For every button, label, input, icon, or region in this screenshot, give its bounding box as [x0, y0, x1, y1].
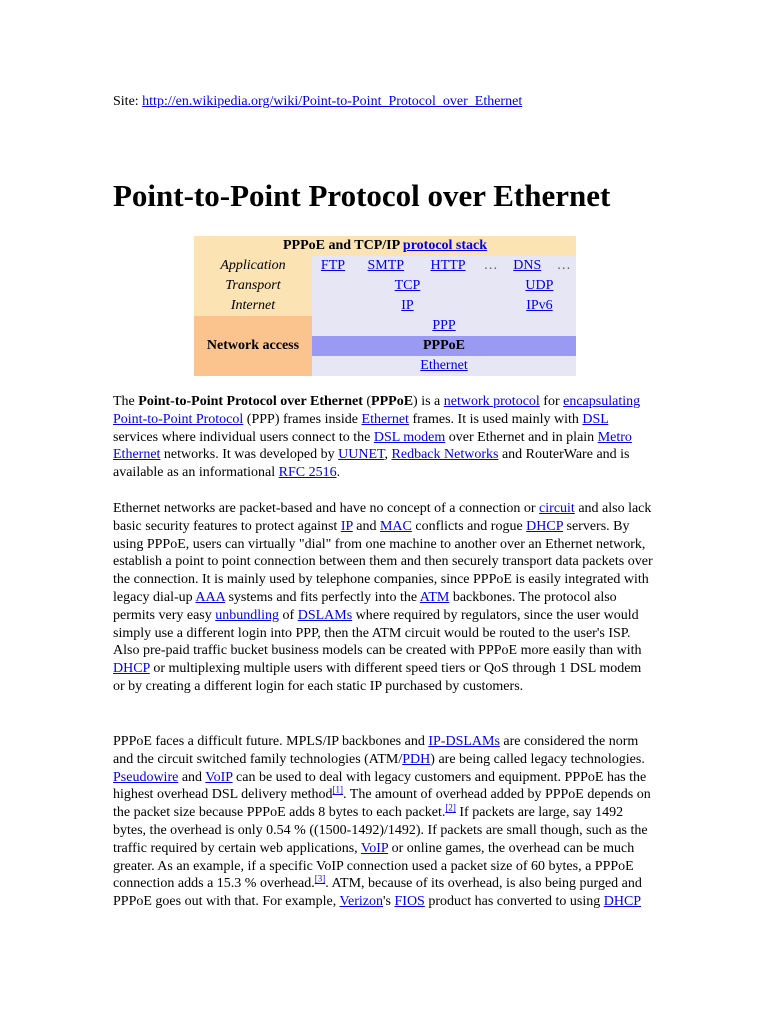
text: and also lack basic security features to protect against: [113, 501, 652, 534]
dns-link[interactable]: DNS: [513, 258, 542, 273]
term-bold: Point-to-Point Protocol over Ethernet: [138, 394, 363, 409]
ppp-link[interactable]: PPP: [432, 318, 456, 333]
text: services where individual users connect to the: [113, 429, 374, 445]
ip-link[interactable]: IP: [401, 298, 414, 313]
cell-smtp: [354, 256, 418, 276]
ethernet-article-link[interactable]: Ethernet: [361, 411, 409, 427]
text: product has converted to using: [424, 894, 604, 910]
cell-http: [418, 256, 479, 276]
cell-ethernet: [312, 356, 576, 376]
smtp-link[interactable]: SMTP: [367, 258, 405, 273]
text: Ethernet networks are packet-based and have no concept of a connection or: [113, 501, 540, 516]
text: where required by regulators, since the user would simply use a different login into PPP, then the ATM circuit would be routed to the user's ISP. Also pre-paid traffic bucket business models can be created with PPPoE more easily than with: [113, 607, 642, 659]
encapsulating-link[interactable]: encapsulating: [563, 394, 641, 409]
text: and RouterWare and is available as an informational: [113, 447, 630, 481]
text: frames. It is used mainly with: [408, 411, 583, 427]
ip-article-link[interactable]: IP: [340, 518, 353, 534]
ellipsis: …: [479, 256, 503, 276]
udp-link[interactable]: UDP: [525, 278, 554, 293]
text: (: [362, 394, 372, 409]
source-line: [113, 94, 522, 110]
site-label: Site:: [113, 94, 139, 109]
verizon-link[interactable]: Verizon: [339, 894, 384, 910]
text: networks. It was developed by: [160, 447, 339, 463]
dhcp-link[interactable]: DHCP: [603, 894, 642, 910]
rfc-2516-link[interactable]: RFC 2516: [278, 465, 337, 481]
ellipsis: …: [552, 256, 576, 276]
layer-network-access: Network access: [194, 316, 312, 376]
stack-caption-text: PPPoE and TCP/IP: [282, 238, 400, 253]
atm-link[interactable]: ATM: [419, 589, 450, 605]
term-bold: PPPoE: [371, 394, 414, 409]
dsl-link[interactable]: DSL: [582, 411, 609, 427]
cell-tcp: [312, 276, 503, 296]
text: .: [336, 465, 341, 481]
voip-link[interactable]: VoIP: [360, 840, 389, 856]
pseudowire-link[interactable]: Pseudowire: [113, 769, 179, 785]
layer-transport: Transport: [194, 276, 312, 296]
aaa-link[interactable]: AAA: [195, 589, 225, 605]
text: ,: [384, 447, 392, 463]
text: for: [539, 394, 564, 409]
stack-caption: [194, 236, 576, 256]
dhcp-link[interactable]: DHCP: [526, 518, 563, 534]
cell-ppp: [312, 316, 576, 336]
ip-dslams-link[interactable]: IP-DSLAMs: [428, 734, 500, 749]
text: ) are being called legacy technologies.: [430, 751, 645, 767]
text: of: [279, 607, 298, 623]
cell-udp: [503, 276, 576, 296]
ethernet-link[interactable]: Ethernet: [420, 358, 468, 373]
dsl-modem-link[interactable]: DSL modem: [373, 429, 446, 445]
cell-pppoe: PPPoE: [312, 336, 576, 356]
pdh-link[interactable]: PDH: [402, 751, 431, 767]
http-link[interactable]: HTTP: [430, 258, 466, 273]
reference-link[interactable]: [2]: [445, 802, 456, 813]
dhcp-link[interactable]: DHCP: [113, 661, 150, 677]
ftp-link[interactable]: FTP: [320, 258, 346, 273]
paragraph-intro: [113, 393, 653, 482]
text: ) is a: [413, 394, 444, 409]
circuit-link[interactable]: circuit: [539, 501, 575, 516]
cell-ipv6: [503, 296, 576, 316]
text: are considered the norm and the circuit switched family technologies (ATM/: [113, 734, 639, 767]
text: (PPP) frames inside: [243, 411, 362, 427]
ipv6-link[interactable]: IPv6: [526, 298, 553, 313]
uunet-link[interactable]: UUNET: [338, 447, 385, 463]
page-title: Point-to-Point Protocol over Ethernet: [113, 178, 611, 213]
fios-link[interactable]: FIOS: [394, 894, 425, 910]
text: can be used to deal with legacy customers and equipment. PPPoE has the highest overhead DSL delivery method: [113, 769, 647, 803]
protocol-stack-link[interactable]: protocol stack: [402, 238, 488, 253]
text: PPPoE faces a difficult future. MPLS/IP backbones and: [113, 734, 429, 749]
voip-link[interactable]: VoIP: [205, 769, 233, 785]
text: servers. By using PPPoE, users can virtually "dial" from one machine to another over an Ethernet network, establish a point to point connection between them and then securely transport data packets over the connection. It is mainly used by telephone companies, since PPPoE is easily integrated with legacy dial-up: [113, 518, 653, 605]
source-url-link[interactable]: http://en.wikipedia.org/wiki/Point-to-Point_Protocol_over_Ethernet: [142, 94, 523, 109]
reference-link[interactable]: [1]: [332, 784, 344, 795]
text: or online games, the overhead can be much greater. As an example, if a specific VoIP connection used a packet size of 60 bytes, a PPPoE connection adds a 15.3 % overhead.: [113, 840, 635, 892]
text: backbones. The protocol also permits very easy: [113, 589, 617, 623]
metro-ethernet-link[interactable]: Metro Ethernet: [113, 429, 632, 463]
text: systems and fits perfectly into the: [224, 589, 420, 605]
mac-link[interactable]: MAC: [379, 518, 412, 534]
text: If packets are large, say 1492 bytes, the overhead is only 0.54 % ((1500-1492)/1492). If packets are small though, such as the traffic required by certain web applications,: [113, 805, 648, 856]
reference-link[interactable]: [3]: [314, 873, 326, 884]
text: The: [113, 394, 139, 409]
unbundling-link[interactable]: unbundling: [215, 607, 280, 623]
protocol-stack-table: [194, 236, 576, 376]
text: . ATM, because of its overhead, is also being purged and PPPoE goes out with that. For example,: [113, 876, 642, 910]
text: over Ethernet and in plain: [445, 429, 598, 445]
ppp-article-link[interactable]: Point-to-Point Protocol: [113, 411, 244, 427]
redback-networks-link[interactable]: Redback Networks: [391, 447, 499, 463]
text: and: [178, 769, 206, 785]
layer-application: Application: [194, 256, 312, 276]
text: . The amount of overhead added by PPPoE depends on the packet size because PPPoE adds 8 bytes to each packet.: [113, 787, 651, 821]
cell-dns: [503, 256, 552, 276]
paragraph-ethernet-networks: [113, 500, 653, 696]
tcp-link[interactable]: TCP: [394, 278, 421, 293]
text: conflicts and rogue: [411, 518, 527, 534]
dslams-link[interactable]: DSLAMs: [297, 607, 353, 623]
network-protocol-link[interactable]: network protocol: [443, 394, 540, 409]
text: and: [352, 518, 380, 534]
text: or multiplexing multiple users with different speed tiers or QoS through 1 DSL modem or by creating a different login for each static IP purchased by customers.: [113, 661, 642, 694]
text: 's: [383, 894, 395, 910]
paragraph-future: [113, 733, 653, 911]
cell-ip: [312, 296, 503, 316]
cell-ftp: [312, 256, 354, 276]
layer-internet: Internet: [194, 296, 312, 316]
